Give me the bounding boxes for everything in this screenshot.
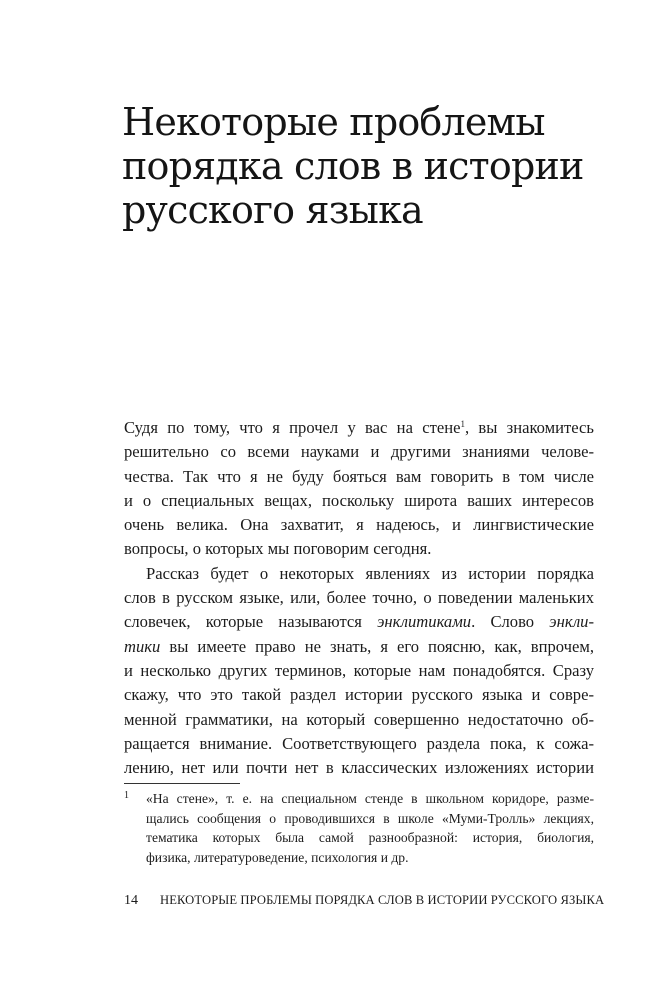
term-italic: тики — [124, 636, 161, 656]
body-line: ращается внимание. Соответствующего раздела пока, к сожа- — [124, 733, 594, 753]
footnote-line: щались сообщения о проводившихся в школе «Муми-Тролль» лекциях, — [146, 810, 594, 826]
body-line: очень велика. Она захватит, я надеюсь, и лингвистические — [124, 515, 594, 535]
footnote-body — [146, 789, 594, 867]
footnote-line: физика, литературоведение, психология и др. — [146, 849, 409, 865]
chapter-title-line-1: Некоторые проблемы — [122, 100, 545, 144]
body-line: менной грамматики, на который совершенно недостаточно об- — [124, 709, 594, 729]
footnote-line: «На стене», т. е. на специальном стенде в школьном коридоре, разме- — [146, 791, 594, 806]
body-line: чества. Так что я не буду бояться вам говорить в том числе — [124, 466, 594, 486]
body-line — [124, 416, 594, 440]
body-line: Рассказ будет о некоторых явлениях из истории порядка — [146, 563, 594, 583]
body-text-fragment: словечек, которые называются — [124, 612, 378, 632]
body-line: и несколько других терминов, которые нам понадобятся. Сразу — [124, 660, 594, 680]
chapter-title-line-2: порядка слов в истории — [122, 144, 584, 188]
body-line: слов в русском языке, или, более точно, о поведении маленьких — [124, 588, 594, 608]
footnote-divider — [124, 783, 240, 784]
running-head: НЕКОТОРЫЕ ПРОБЛЕМЫ ПОРЯДКА СЛОВ В ИСТОРИИ РУССКОГО ЯЗЫКА — [160, 893, 605, 907]
term-italic: энкли- — [549, 612, 594, 632]
page-number: 14 — [124, 893, 138, 908]
body-line — [124, 635, 594, 659]
running-footer — [124, 891, 605, 910]
footnote — [124, 789, 594, 867]
footnote-number: 1 — [124, 790, 129, 801]
body-line: и о специальных вещах, поскольку широта ваших интересов — [124, 490, 594, 510]
body-text-fragment: Судя по тому, что я прочел у вас на стене — [124, 418, 461, 437]
body-line: решительно со всеми науками и другими знаниями челове- — [124, 442, 594, 462]
body-text-fragment: вы имеете право не знать, я его поясню, как, впрочем, — [160, 636, 594, 656]
body-line: вопросы, о которых мы поговорим сегодня. — [124, 539, 432, 559]
body-text-fragment: , вы знакомитесь — [464, 418, 594, 437]
body-text — [124, 416, 594, 780]
body-text-fragment: . Слово — [471, 612, 550, 632]
body-line: скажу, что это такой раздел истории русского языка и совре- — [124, 685, 594, 705]
footnote-reference[interactable]: 1 — [460, 419, 465, 429]
term-italic: энклитиками — [377, 612, 472, 632]
body-line — [124, 610, 594, 634]
chapter-title-line-3: русского языка — [122, 188, 423, 232]
footnote-line: тематика которых была самой разнообразной: история, биология, — [146, 830, 594, 845]
body-line: лению, нет или почти нет в классических изложениях истории — [124, 758, 594, 778]
chapter-title — [122, 100, 622, 232]
